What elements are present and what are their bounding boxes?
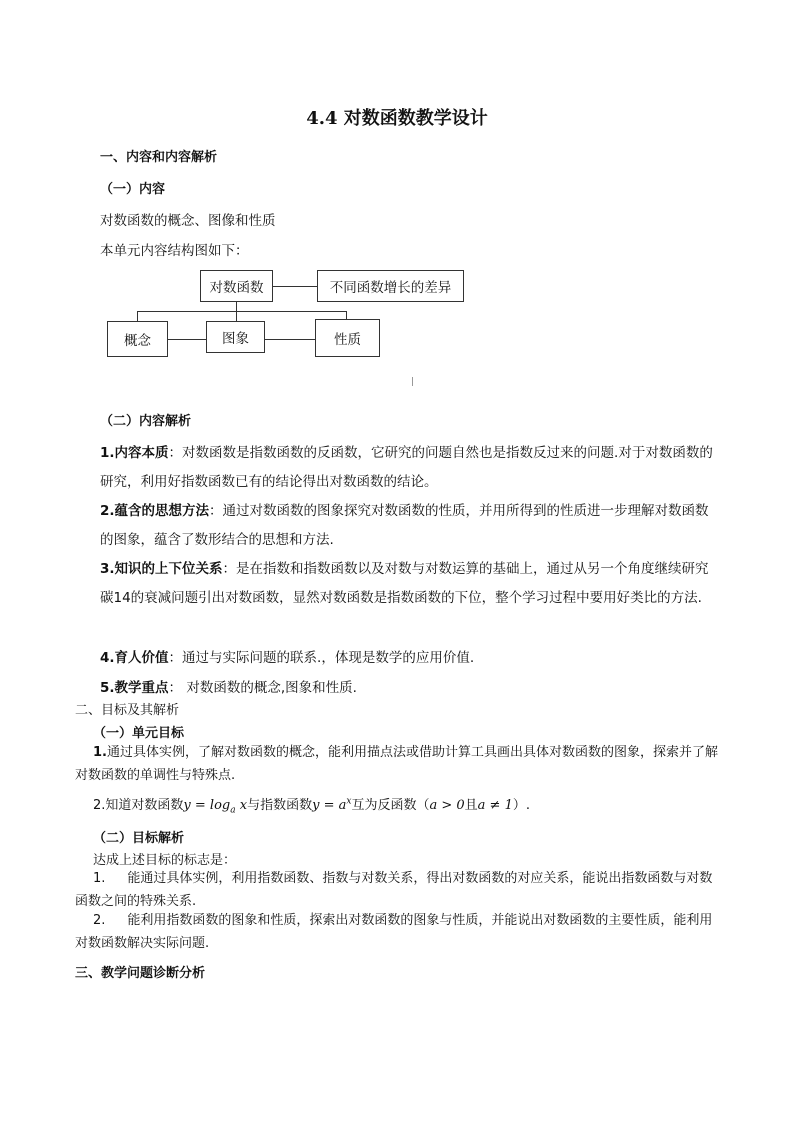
analysis-item-4 <box>100 644 720 673</box>
connector-line <box>137 311 347 312</box>
text-cursor-mark <box>412 377 413 386</box>
item-text: ：是在指数和指数函数以及对数与对数运算的基础上，通过从另一个角度继续研究碳14的衰减问题引出对数函数，显然对数函数是指数函数的下位，整个学习过程中要用好类比的方法. <box>100 561 709 606</box>
goal-lead: 达成上述目标的标志是： <box>93 853 237 868</box>
mark-text: 能通过具体实例，利用指数函数、指数与对数关系，得出对数函数的对应关系，能说出指数函数与对数函数之间的特殊关系. <box>75 871 713 909</box>
subheading-content: （一）内容 <box>100 182 166 197</box>
section-heading-1: 一、内容和内容解析 <box>100 150 218 165</box>
content-line: 对数函数的概念、图像和性质 <box>100 213 276 229</box>
connector-line <box>168 339 206 340</box>
item-label: 2.蕴含的思想方法 <box>100 503 210 519</box>
item-label: 4.育人价值 <box>100 650 169 666</box>
formula-exp-text: y = a <box>312 798 347 813</box>
connector-line <box>137 311 138 321</box>
condition-a-positive: a > 0 <box>429 798 465 813</box>
diagram-box-property: 性质 <box>315 319 380 357</box>
goal-2 <box>93 794 530 816</box>
subheading-unit-goal: （一）单元目标 <box>93 726 185 741</box>
item-text: ：通过与实际问题的联系.，体现是数学的应用价值. <box>168 650 475 666</box>
connector-line <box>265 339 315 340</box>
goal-text: 通过具体实例，了解对数函数的概念，能利用描点法或借助计算工具画出具体对数函数的图象，探索并了解对数函数的单调性与特殊点. <box>75 745 718 783</box>
section-heading-3: 三、教学问题诊断分析 <box>75 966 206 981</box>
item-text: ：对数函数是指数函数的反函数，它研究的问题自然也是指数反过来的问题.对于对数函数的研究，利用好指数函数已有的结论得出对数函数的结论。 <box>100 445 713 490</box>
section-heading-2: 二、目标及其解析 <box>75 703 180 718</box>
goal-1 <box>75 741 720 787</box>
item-label: 1.内容本质 <box>100 445 169 461</box>
cond-close: ）. <box>512 798 530 813</box>
goal-num: 1. <box>93 745 107 760</box>
mark-num: 2. <box>93 913 106 928</box>
analysis-item-2 <box>100 497 720 555</box>
structure-intro: 本单元内容结构图如下： <box>100 243 249 259</box>
analysis-item-5 <box>100 674 720 703</box>
formula-log <box>183 798 248 816</box>
mark-text: 能利用指数函数的图象和性质，探索出对数函数的图象与性质，并能说出对数函数的主要性质，能利用对数函数解决实际问题. <box>75 913 713 951</box>
item-label: 3.知识的上下位关系 <box>100 561 223 577</box>
formula-exp-power: x <box>346 796 352 807</box>
diagram-box-growth-difference: 不同函数增长的差异 <box>317 270 464 302</box>
formula-exp <box>312 798 351 813</box>
goal-mark-2 <box>75 909 720 955</box>
subheading-goal-analysis: （二）目标解析 <box>93 831 185 846</box>
subheading-analysis: （二）内容解析 <box>100 414 192 429</box>
cond-and: 且 <box>464 798 478 813</box>
item-text: ： 对数函数的概念,图象和性质. <box>168 680 357 696</box>
connector-line <box>346 311 347 319</box>
connector-line <box>236 311 237 321</box>
connector-line <box>272 286 317 287</box>
item-label: 5.教学重点 <box>100 680 169 696</box>
diagram-box-graph: 图象 <box>206 321 265 353</box>
condition-a-not-one: a ≠ 1 <box>477 798 513 813</box>
formula-log-base: a <box>230 805 236 816</box>
formula-log-text: y = log <box>183 798 231 813</box>
item-text: ：通过对数函数的图象探究对数函数的性质，并用所得到的性质进一步理解对数函数的图象，蕴含了数形结合的思想和方法. <box>100 503 709 548</box>
diagram-box-concept: 概念 <box>107 321 168 357</box>
mark-num: 1. <box>93 871 106 886</box>
analysis-item-3 <box>100 555 720 613</box>
cond-open: （ <box>416 798 430 813</box>
formula-log-arg: x <box>239 798 248 813</box>
goal2-prefix: 2.知道对数函数 <box>93 798 184 813</box>
goal2-mid2: 互为反函数 <box>351 798 417 813</box>
goal-mark-1 <box>75 867 720 913</box>
analysis-item-1 <box>100 439 720 497</box>
page-title: 4.4 对数函数教学设计 <box>306 108 488 129</box>
goal2-mid: 与指数函数 <box>247 798 313 813</box>
diagram-box-log-function: 对数函数 <box>200 270 273 302</box>
